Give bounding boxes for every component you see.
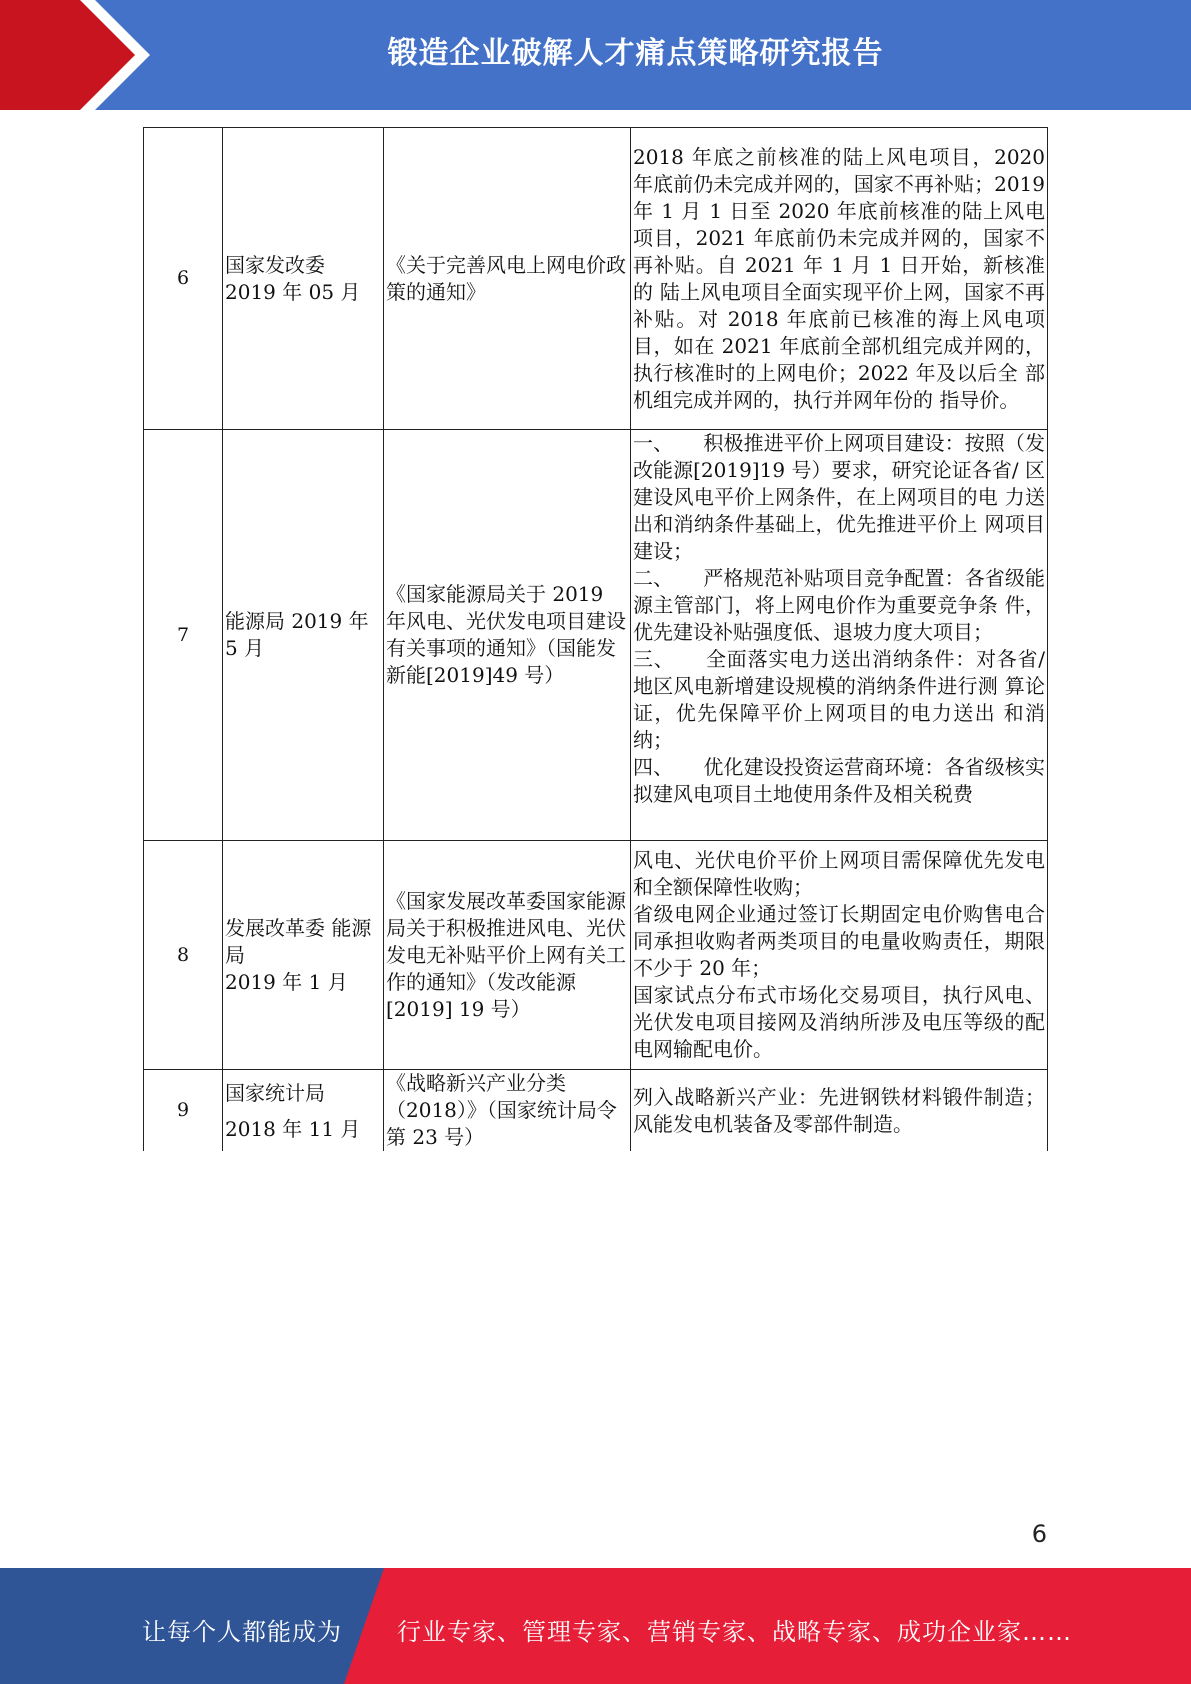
table-row bbox=[144, 841, 1048, 1070]
row-number: 7 bbox=[144, 430, 223, 841]
issuing-authority: 发展改革委 能源局 2019 年 1 月 bbox=[223, 841, 384, 1070]
table-row bbox=[144, 430, 1048, 841]
policy-document: 《关于完善风电上网电价政策的通知》 bbox=[384, 128, 631, 430]
report-title: 锻造企业破解人才痛点策略研究报告 bbox=[387, 36, 884, 71]
policy-document: 《国家发展改革委国家能源局关于积极推进风电、光伏发电无补贴平价上网有关工作的通知》（发改能源[2019] 19 号） bbox=[384, 841, 631, 1070]
footer-slogan-right: 行业专家、管理专家、营销专家、战略专家、成功企业家…… bbox=[397, 1618, 1072, 1646]
policy-content: 列入战略新兴产业：先进钢铁材料锻件制造；风能发电机装备及零部件制造。 bbox=[631, 1070, 1048, 1152]
issuing-authority: 国家发改委 2019 年 05 月 bbox=[223, 128, 384, 430]
page-header bbox=[0, 0, 1191, 110]
row-number: 9 bbox=[144, 1070, 223, 1152]
page-number: 6 bbox=[1031, 1520, 1047, 1548]
row-number: 6 bbox=[144, 128, 223, 430]
page-footer bbox=[0, 1568, 1191, 1684]
issuing-authority: 国家统计局 2018 年 11 月 bbox=[223, 1070, 384, 1152]
issuing-authority: 能源局 2019 年 5 月 bbox=[223, 430, 384, 841]
chevron-arrow-icon bbox=[0, 0, 160, 110]
table-row bbox=[144, 1070, 1048, 1152]
policy-table bbox=[143, 127, 1048, 1151]
policy-content: 风电、光伏电价平价上网项目需保障优先发电和全额保障性收购； 省级电网企业通过签订长期固定电价购售电合同承担收购者两类项目的电量收购责任，期限不少于 20 年； 国家试点分布式市场化交易项目，执行风电、光伏发电项目接网及消纳所涉及电压等级的配电网输配电价。 bbox=[631, 841, 1048, 1070]
policy-content: 一、 积极推进平价上网项目建设：按照（发 改能源[2019]19 号）要求，研究论证各省/ 区建设风电平价上网条件，在上网项目的电 力送出和消纳条件基础上，优先推进平价上 网项目建设； 二、 严格规范补贴项目竞争配置：各省级能 源主管部门，将上网电价作为重要竞争条 件，优先建设补贴强度低、退坡力度大项目； 三、 全面落实电力送出消纳条件：对各省/ 地区风电新增建设规模的消纳条件进行测 算论证，优先保障平价上网项目的电力送出 和消纳； 四、 优化建设投资运营商环境：各省级核实 拟建风电项目土地使用条件及相关税费 bbox=[631, 430, 1048, 841]
policy-content: 2018 年底之前核准的陆上风电项目，2020 年底前仍未完成并网的，国家不再补贴；2019 年 1 月 1 日至 2020 年底前核准的陆上风电项目，2021 年底前仍未完成并网的，国家不再补贴。自 2021 年 1 月 1 日开始，新核准的 陆上风电项目全面实现平价上网，国家不再 补贴。对 2018 年底前已核准的海上风电项 目，如在 2021 年底前全部机组完成并网的， 执行核准时的上网电价；2022 年及以后全 部机组完成并网的，执行并网年份的 指导价。 bbox=[631, 128, 1048, 430]
row-number: 8 bbox=[144, 841, 223, 1070]
footer-slogan-left: 让每个人都能成为 bbox=[142, 1618, 342, 1646]
policy-document: 《战略新兴产业分类（2018）》（国家统计局令第 23 号） bbox=[384, 1070, 631, 1152]
policy-document: 《国家能源局关于 2019 年风电、光伏发电项目建设有关事项的通知》（国能发新能[2019]49 号） bbox=[384, 430, 631, 841]
table-row bbox=[144, 128, 1048, 430]
